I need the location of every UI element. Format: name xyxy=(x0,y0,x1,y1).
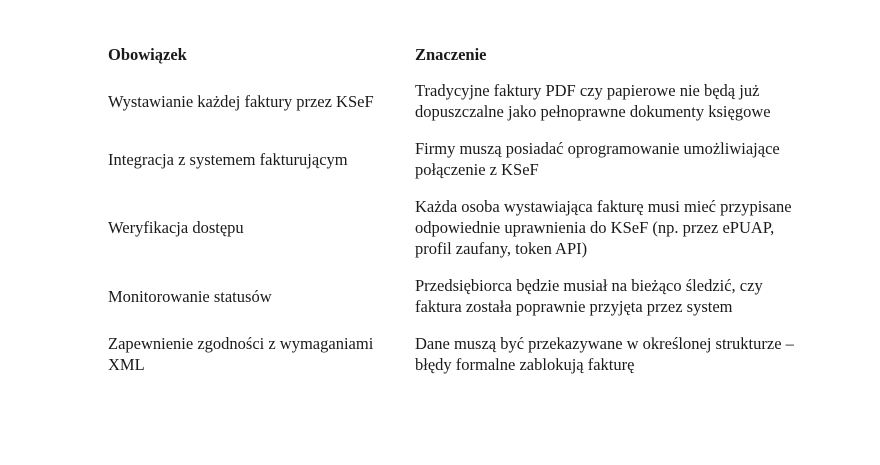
table-row xyxy=(108,188,808,267)
meaning-cell: Przedsiębiorca będzie musiał na bieżąco śledzić, czy faktura została poprawnie przyjęta przez system xyxy=(415,276,763,316)
duty-cell: Integracja z systemem fakturującym xyxy=(108,149,348,169)
meaning-cell: Firmy muszą posiadać oprogramowanie umożliwiające połączenie z KSeF xyxy=(415,139,780,179)
meaning-cell: Każda osoba wystawiająca fakturę musi mieć przypisane odpowiednie uprawnienia do KSeF (np. przez ePUAP, profil zaufany, token API) xyxy=(415,197,792,258)
header-row xyxy=(108,44,808,72)
duty-cell: Wystawianie każdej faktury przez KSeF xyxy=(108,91,374,111)
column-header-duty: Obowiązek xyxy=(108,45,187,64)
obligations-table-container xyxy=(108,44,808,383)
meaning-cell: Dane muszą być przekazywane w określonej strukturze – błędy formalne zablokują fakturę xyxy=(415,334,794,374)
table-row xyxy=(108,72,808,130)
meaning-cell: Tradycyjne faktury PDF czy papierowe nie będą już dopuszczalne jako pełnoprawne dokumenty księgowe xyxy=(415,81,771,121)
table-row xyxy=(108,130,808,188)
table-header xyxy=(108,44,808,72)
column-header-meaning: Znaczenie xyxy=(415,45,487,64)
table-row xyxy=(108,325,808,383)
obligations-table xyxy=(108,44,808,383)
table-body xyxy=(108,72,808,383)
duty-cell: Monitorowanie statusów xyxy=(108,286,272,306)
duty-cell: Weryfikacja dostępu xyxy=(108,218,244,237)
table-row xyxy=(108,267,808,325)
duty-cell: Zapewnienie zgodności z wymaganiami XML xyxy=(108,334,374,374)
